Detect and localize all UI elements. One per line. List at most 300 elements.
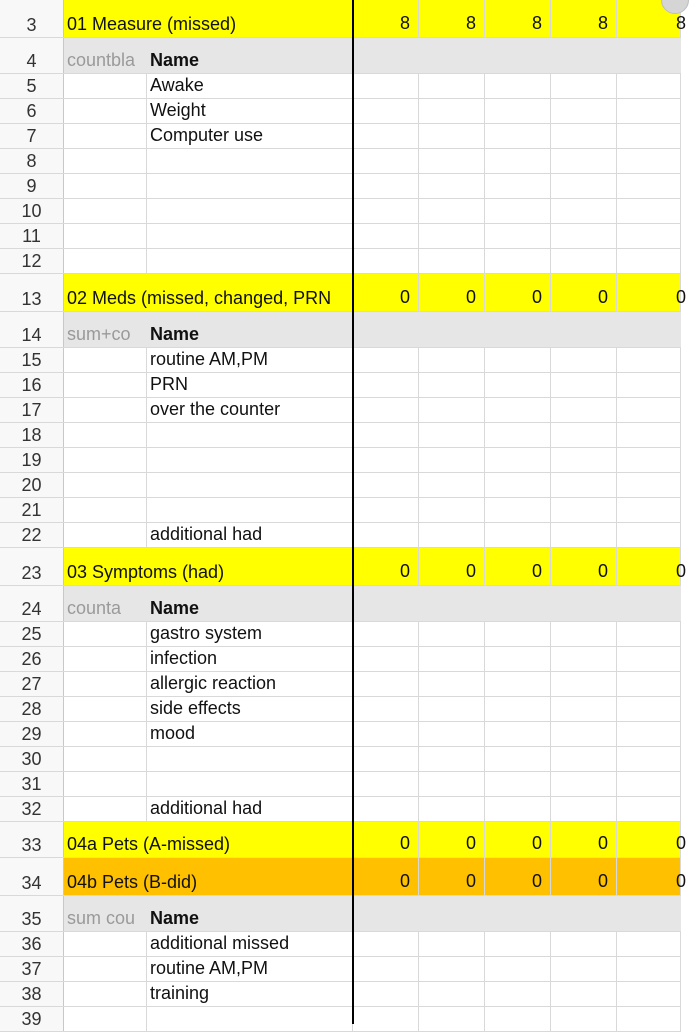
- data-cell[interactable]: [353, 797, 419, 821]
- count-cell[interactable]: [419, 548, 485, 585]
- type-cell[interactable]: [64, 38, 147, 73]
- data-cell[interactable]: [353, 622, 419, 646]
- type-cell[interactable]: [64, 224, 147, 248]
- data-cell[interactable]: [419, 672, 485, 696]
- data-cell[interactable]: [353, 398, 419, 422]
- type-cell[interactable]: [64, 722, 147, 746]
- name-cell[interactable]: [147, 932, 353, 956]
- data-cell[interactable]: [551, 722, 617, 746]
- type-cell[interactable]: [64, 149, 147, 173]
- section-title-cell[interactable]: [64, 274, 353, 311]
- row-number[interactable]: [0, 523, 64, 547]
- data-cell[interactable]: [617, 448, 681, 472]
- section-title-cell[interactable]: [64, 548, 353, 585]
- name-cell[interactable]: [147, 697, 353, 721]
- data-cell[interactable]: [485, 1007, 551, 1031]
- data-cell[interactable]: [551, 473, 617, 497]
- section-title-cell[interactable]: [64, 822, 353, 857]
- count-value: 0: [597, 287, 608, 307]
- data-cell[interactable]: [353, 149, 419, 173]
- count-cell[interactable]: [551, 0, 617, 37]
- type-cell[interactable]: [64, 74, 147, 98]
- row-number-label: 20: [21, 475, 42, 495]
- data-cell[interactable]: [617, 423, 681, 447]
- name-cell[interactable]: [147, 957, 353, 981]
- data-cell[interactable]: [617, 149, 681, 173]
- data-cell[interactable]: [617, 797, 681, 821]
- count-cell[interactable]: [353, 858, 419, 895]
- name-cell[interactable]: [147, 722, 353, 746]
- data-cell[interactable]: [485, 38, 551, 73]
- data-cell[interactable]: [551, 498, 617, 522]
- data-cell[interactable]: [419, 473, 485, 497]
- data-cell[interactable]: [485, 586, 551, 621]
- item-name: gastro system: [150, 623, 263, 643]
- data-cell[interactable]: [485, 224, 551, 248]
- name-cell[interactable]: [147, 647, 353, 671]
- name-cell[interactable]: [147, 99, 353, 123]
- data-cell[interactable]: [617, 174, 681, 198]
- data-cell[interactable]: [353, 423, 419, 447]
- count-cell[interactable]: [485, 548, 551, 585]
- data-cell[interactable]: [419, 797, 485, 821]
- data-cell[interactable]: [617, 932, 681, 956]
- data-cell[interactable]: [419, 249, 485, 273]
- data-cell[interactable]: [485, 473, 551, 497]
- data-cell[interactable]: [617, 896, 681, 931]
- data-cell[interactable]: [551, 448, 617, 472]
- type-cell[interactable]: [64, 772, 147, 796]
- data-cell[interactable]: [419, 398, 485, 422]
- count-cell[interactable]: [617, 858, 686, 895]
- data-cell[interactable]: [485, 398, 551, 422]
- data-cell[interactable]: [617, 622, 681, 646]
- name-cell[interactable]: [147, 38, 353, 73]
- data-cell[interactable]: [485, 797, 551, 821]
- name-cell[interactable]: [147, 199, 353, 223]
- data-cell[interactable]: [617, 523, 681, 547]
- name-cell[interactable]: [147, 423, 353, 447]
- data-cell[interactable]: [551, 373, 617, 397]
- data-cell[interactable]: [419, 124, 485, 148]
- type-cell[interactable]: [64, 423, 147, 447]
- row-number[interactable]: [0, 672, 64, 696]
- count-cell[interactable]: [485, 858, 551, 895]
- data-cell[interactable]: [353, 586, 419, 621]
- data-cell[interactable]: [617, 373, 681, 397]
- type-cell[interactable]: [64, 398, 147, 422]
- type-cell[interactable]: [64, 747, 147, 771]
- data-cell[interactable]: [551, 423, 617, 447]
- data-cell[interactable]: [617, 672, 681, 696]
- data-cell[interactable]: [485, 174, 551, 198]
- data-cell[interactable]: [551, 124, 617, 148]
- type-cell[interactable]: [64, 473, 147, 497]
- name-cell[interactable]: [147, 498, 353, 522]
- sheet-row: [0, 373, 681, 398]
- data-cell[interactable]: [485, 373, 551, 397]
- section-title-cell[interactable]: [64, 858, 353, 895]
- frozen-column-divider[interactable]: [352, 0, 354, 1024]
- type-cell[interactable]: [64, 199, 147, 223]
- data-cell[interactable]: [617, 722, 681, 746]
- data-cell[interactable]: [353, 312, 419, 347]
- data-cell[interactable]: [485, 523, 551, 547]
- data-cell[interactable]: [617, 312, 681, 347]
- data-cell[interactable]: [551, 398, 617, 422]
- name-cell[interactable]: [147, 224, 353, 248]
- data-cell[interactable]: [353, 199, 419, 223]
- count-cell[interactable]: [419, 858, 485, 895]
- data-cell[interactable]: [419, 224, 485, 248]
- count-cell[interactable]: [617, 274, 686, 311]
- data-cell[interactable]: [485, 312, 551, 347]
- data-cell[interactable]: [551, 38, 617, 73]
- data-cell[interactable]: [353, 772, 419, 796]
- name-cell[interactable]: [147, 772, 353, 796]
- data-cell[interactable]: [485, 448, 551, 472]
- row-number[interactable]: [0, 373, 64, 397]
- data-cell[interactable]: [617, 697, 681, 721]
- type-cell[interactable]: [64, 99, 147, 123]
- data-cell[interactable]: [485, 982, 551, 1006]
- row-number[interactable]: [0, 858, 64, 895]
- data-cell[interactable]: [353, 498, 419, 522]
- data-cell[interactable]: [353, 448, 419, 472]
- type-cell[interactable]: [64, 957, 147, 981]
- data-cell[interactable]: [419, 149, 485, 173]
- name-cell[interactable]: [147, 747, 353, 771]
- sheet-row: [0, 199, 681, 224]
- data-cell[interactable]: [551, 896, 617, 931]
- data-cell[interactable]: [551, 647, 617, 671]
- count-cell[interactable]: [419, 274, 485, 311]
- data-cell[interactable]: [419, 423, 485, 447]
- row-number[interactable]: [0, 38, 64, 73]
- data-cell[interactable]: [353, 896, 419, 931]
- type-cell[interactable]: [64, 982, 147, 1006]
- data-cell[interactable]: [551, 99, 617, 123]
- data-cell[interactable]: [617, 249, 681, 273]
- count-cell[interactable]: [551, 822, 617, 857]
- data-cell[interactable]: [485, 622, 551, 646]
- data-cell[interactable]: [485, 348, 551, 372]
- data-cell[interactable]: [485, 722, 551, 746]
- count-cell[interactable]: [419, 0, 485, 37]
- data-cell[interactable]: [551, 199, 617, 223]
- data-cell[interactable]: [353, 373, 419, 397]
- data-cell[interactable]: [617, 957, 681, 981]
- data-cell[interactable]: [485, 672, 551, 696]
- data-cell[interactable]: [353, 249, 419, 273]
- data-cell[interactable]: [419, 957, 485, 981]
- row-number[interactable]: [0, 647, 64, 671]
- aggregate-type-label: countbla: [67, 50, 136, 70]
- row-number[interactable]: [0, 398, 64, 422]
- data-cell[interactable]: [551, 149, 617, 173]
- data-cell[interactable]: [353, 647, 419, 671]
- type-cell[interactable]: [64, 348, 147, 372]
- data-cell[interactable]: [617, 74, 681, 98]
- data-cell[interactable]: [419, 174, 485, 198]
- type-cell[interactable]: [64, 1007, 147, 1031]
- name-cell[interactable]: [147, 249, 353, 273]
- data-cell[interactable]: [353, 523, 419, 547]
- count-cell[interactable]: [353, 822, 419, 857]
- row-number[interactable]: [0, 199, 64, 223]
- data-cell[interactable]: [485, 124, 551, 148]
- row-number[interactable]: [0, 74, 64, 98]
- row-number[interactable]: [0, 772, 64, 796]
- data-cell[interactable]: [353, 473, 419, 497]
- section-title-cell[interactable]: [64, 0, 353, 37]
- type-cell[interactable]: [64, 448, 147, 472]
- data-cell[interactable]: [419, 74, 485, 98]
- row-number[interactable]: [0, 274, 64, 311]
- data-cell[interactable]: [419, 622, 485, 646]
- count-cell[interactable]: [353, 274, 419, 311]
- count-cell[interactable]: [353, 0, 419, 37]
- row-number[interactable]: [0, 448, 64, 472]
- name-cell[interactable]: [147, 312, 353, 347]
- data-cell[interactable]: [419, 99, 485, 123]
- data-cell[interactable]: [617, 99, 681, 123]
- data-cell[interactable]: [353, 38, 419, 73]
- data-cell[interactable]: [551, 672, 617, 696]
- type-cell[interactable]: [64, 622, 147, 646]
- data-cell[interactable]: [419, 38, 485, 73]
- data-cell[interactable]: [419, 747, 485, 771]
- name-cell[interactable]: [147, 448, 353, 472]
- type-cell[interactable]: [64, 697, 147, 721]
- type-cell[interactable]: [64, 373, 147, 397]
- name-cell[interactable]: [147, 348, 353, 372]
- data-cell[interactable]: [353, 1007, 419, 1031]
- type-cell[interactable]: [64, 586, 147, 621]
- data-cell[interactable]: [617, 647, 681, 671]
- data-cell[interactable]: [353, 348, 419, 372]
- data-cell[interactable]: [419, 982, 485, 1006]
- row-number[interactable]: [0, 348, 64, 372]
- data-cell[interactable]: [485, 423, 551, 447]
- row-number[interactable]: [0, 473, 64, 497]
- type-cell[interactable]: [64, 174, 147, 198]
- type-cell[interactable]: [64, 797, 147, 821]
- name-cell[interactable]: [147, 586, 353, 621]
- data-cell[interactable]: [353, 672, 419, 696]
- data-cell[interactable]: [419, 199, 485, 223]
- row-number[interactable]: [0, 622, 64, 646]
- data-cell[interactable]: [617, 224, 681, 248]
- data-cell[interactable]: [551, 523, 617, 547]
- data-cell[interactable]: [617, 498, 681, 522]
- count-cell[interactable]: [485, 822, 551, 857]
- data-cell[interactable]: [617, 586, 681, 621]
- type-cell[interactable]: [64, 932, 147, 956]
- data-cell[interactable]: [485, 896, 551, 931]
- type-cell[interactable]: [64, 672, 147, 696]
- section-title: 04b Pets (B-did): [67, 872, 198, 892]
- data-cell[interactable]: [419, 772, 485, 796]
- type-cell[interactable]: [64, 124, 147, 148]
- data-cell[interactable]: [485, 249, 551, 273]
- name-cell[interactable]: [147, 982, 353, 1006]
- data-cell[interactable]: [485, 647, 551, 671]
- data-cell[interactable]: [617, 473, 681, 497]
- name-cell[interactable]: [147, 149, 353, 173]
- data-cell[interactable]: [485, 932, 551, 956]
- data-cell[interactable]: [419, 697, 485, 721]
- row-number[interactable]: [0, 124, 64, 148]
- data-cell[interactable]: [617, 348, 681, 372]
- data-cell[interactable]: [419, 448, 485, 472]
- row-number[interactable]: [0, 797, 64, 821]
- row-number[interactable]: [0, 747, 64, 771]
- name-cell[interactable]: [147, 174, 353, 198]
- data-cell[interactable]: [617, 398, 681, 422]
- count-cell[interactable]: [617, 822, 686, 857]
- data-cell[interactable]: [419, 498, 485, 522]
- name-cell[interactable]: [147, 1007, 353, 1031]
- data-cell[interactable]: [353, 99, 419, 123]
- name-cell[interactable]: [147, 473, 353, 497]
- data-cell[interactable]: [353, 747, 419, 771]
- row-number[interactable]: [0, 423, 64, 447]
- data-cell[interactable]: [353, 124, 419, 148]
- data-cell[interactable]: [419, 312, 485, 347]
- row-number[interactable]: [0, 249, 64, 273]
- row-number[interactable]: [0, 312, 64, 347]
- type-cell[interactable]: [64, 896, 147, 931]
- data-cell[interactable]: [551, 697, 617, 721]
- row-number[interactable]: [0, 224, 64, 248]
- data-cell[interactable]: [485, 199, 551, 223]
- data-cell[interactable]: [419, 586, 485, 621]
- name-cell[interactable]: [147, 523, 353, 547]
- type-cell[interactable]: [64, 523, 147, 547]
- row-number[interactable]: [0, 822, 64, 857]
- data-cell[interactable]: [485, 772, 551, 796]
- data-cell[interactable]: [551, 747, 617, 771]
- data-cell[interactable]: [485, 957, 551, 981]
- data-cell[interactable]: [419, 722, 485, 746]
- data-cell[interactable]: [485, 747, 551, 771]
- name-cell[interactable]: [147, 672, 353, 696]
- row-number[interactable]: [0, 1007, 64, 1031]
- data-cell[interactable]: [617, 38, 681, 73]
- row-number[interactable]: [0, 982, 64, 1006]
- data-cell[interactable]: [419, 647, 485, 671]
- row-number[interactable]: [0, 149, 64, 173]
- data-cell[interactable]: [551, 772, 617, 796]
- data-cell[interactable]: [551, 174, 617, 198]
- data-cell[interactable]: [551, 957, 617, 981]
- data-cell[interactable]: [353, 174, 419, 198]
- data-cell[interactable]: [551, 932, 617, 956]
- data-cell[interactable]: [485, 99, 551, 123]
- row-number[interactable]: [0, 0, 64, 37]
- row-number[interactable]: [0, 99, 64, 123]
- data-cell[interactable]: [485, 74, 551, 98]
- count-cell[interactable]: [485, 274, 551, 311]
- data-cell[interactable]: [551, 312, 617, 347]
- data-cell[interactable]: [353, 224, 419, 248]
- data-cell[interactable]: [419, 1007, 485, 1031]
- row-number[interactable]: [0, 548, 64, 585]
- row-number[interactable]: [0, 932, 64, 956]
- data-cell[interactable]: [353, 982, 419, 1006]
- data-cell[interactable]: [353, 957, 419, 981]
- count-cell[interactable]: [617, 548, 686, 585]
- data-cell[interactable]: [353, 722, 419, 746]
- row-number[interactable]: [0, 498, 64, 522]
- data-cell[interactable]: [419, 523, 485, 547]
- row-number[interactable]: [0, 697, 64, 721]
- count-cell[interactable]: [551, 858, 617, 895]
- data-cell[interactable]: [419, 348, 485, 372]
- row-number[interactable]: [0, 722, 64, 746]
- data-cell[interactable]: [617, 199, 681, 223]
- count-cell[interactable]: [551, 274, 617, 311]
- data-cell[interactable]: [551, 74, 617, 98]
- data-cell[interactable]: [419, 373, 485, 397]
- data-cell[interactable]: [353, 74, 419, 98]
- data-cell[interactable]: [419, 932, 485, 956]
- count-cell[interactable]: [551, 548, 617, 585]
- count-cell[interactable]: [485, 0, 551, 37]
- type-cell[interactable]: [64, 249, 147, 273]
- data-cell[interactable]: [551, 348, 617, 372]
- data-cell[interactable]: [353, 932, 419, 956]
- data-cell[interactable]: [617, 772, 681, 796]
- data-cell[interactable]: [485, 498, 551, 522]
- data-cell[interactable]: [551, 797, 617, 821]
- row-number[interactable]: [0, 174, 64, 198]
- count-cell[interactable]: [353, 548, 419, 585]
- data-cell[interactable]: [617, 124, 681, 148]
- data-cell[interactable]: [617, 1007, 681, 1031]
- type-cell[interactable]: [64, 647, 147, 671]
- data-cell[interactable]: [419, 896, 485, 931]
- data-cell[interactable]: [353, 697, 419, 721]
- name-cell[interactable]: [147, 398, 353, 422]
- data-cell[interactable]: [551, 622, 617, 646]
- name-cell[interactable]: [147, 896, 353, 931]
- data-cell[interactable]: [551, 982, 617, 1006]
- name-cell[interactable]: [147, 124, 353, 148]
- data-cell[interactable]: [551, 1007, 617, 1031]
- type-cell[interactable]: [64, 312, 147, 347]
- name-column-header: Name: [150, 50, 200, 70]
- row-number[interactable]: [0, 957, 64, 981]
- name-cell[interactable]: [147, 373, 353, 397]
- count-cell[interactable]: [419, 822, 485, 857]
- data-cell[interactable]: [617, 982, 681, 1006]
- type-cell[interactable]: [64, 498, 147, 522]
- name-cell[interactable]: [147, 74, 353, 98]
- data-cell[interactable]: [617, 747, 681, 771]
- data-cell[interactable]: [551, 586, 617, 621]
- data-cell[interactable]: [551, 249, 617, 273]
- data-cell[interactable]: [551, 224, 617, 248]
- data-cell[interactable]: [485, 149, 551, 173]
- data-cell[interactable]: [485, 697, 551, 721]
- row-number[interactable]: [0, 586, 64, 621]
- name-cell[interactable]: [147, 622, 353, 646]
- row-number-label: 7: [26, 126, 37, 146]
- row-number[interactable]: [0, 896, 64, 931]
- name-cell[interactable]: [147, 797, 353, 821]
